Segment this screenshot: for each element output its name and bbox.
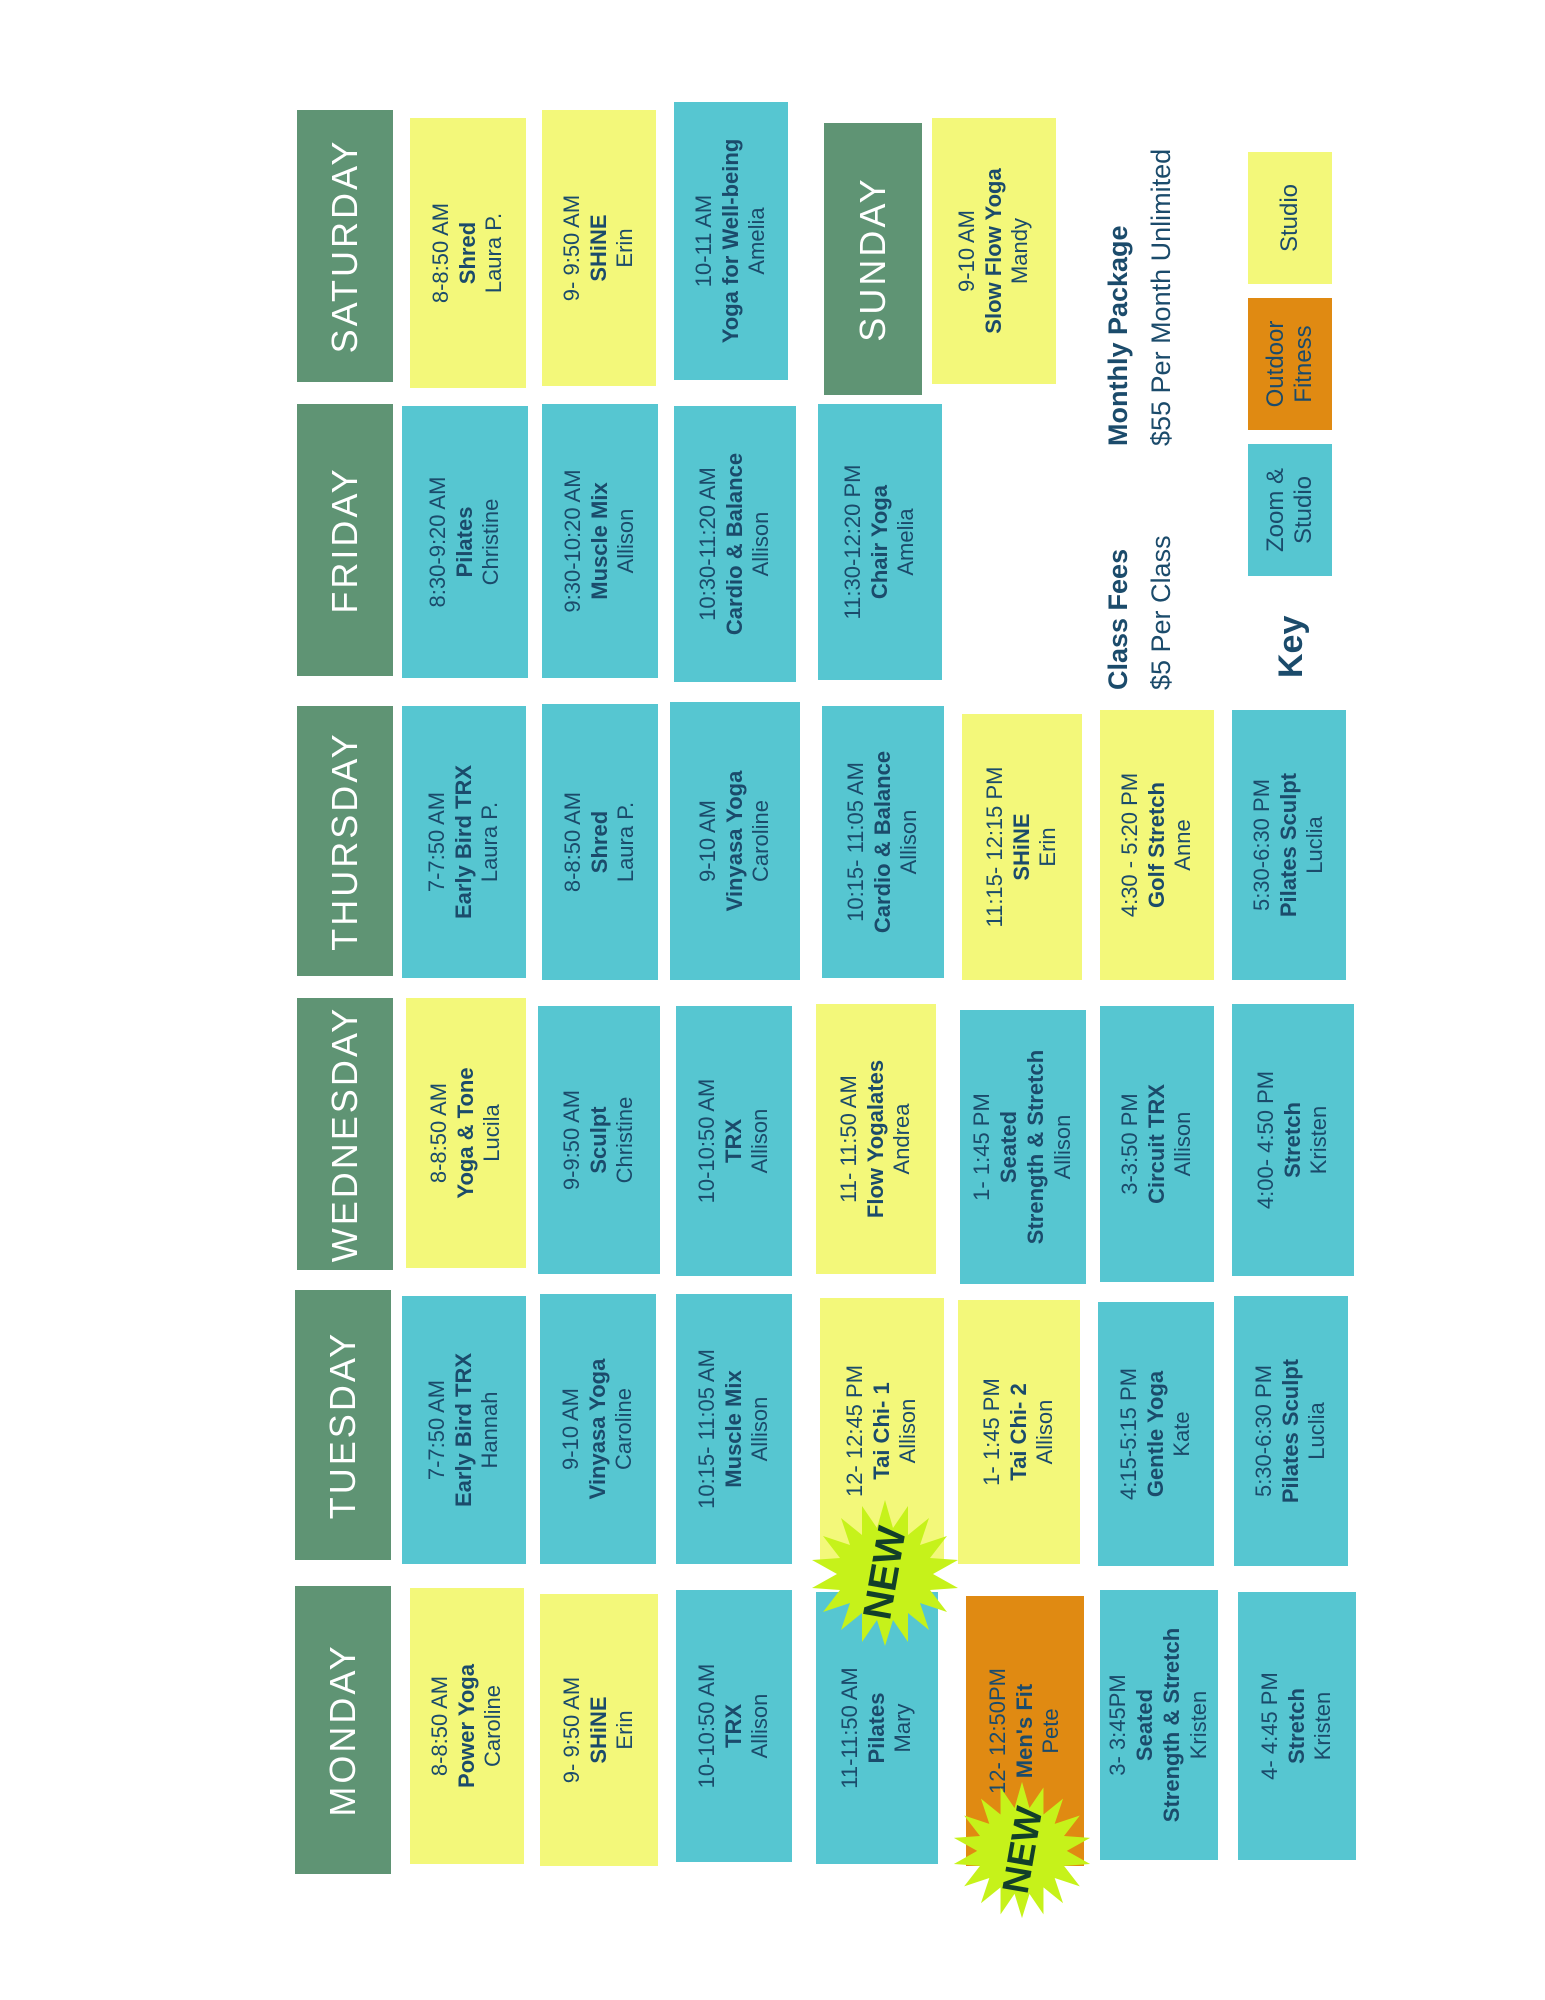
class-name: Yoga & Tone <box>452 1067 478 1199</box>
class-name: Tai Chi- 1 <box>868 1382 894 1480</box>
class-instructor: Luclia <box>1302 816 1328 874</box>
class-card-wednesday-5[interactable] <box>1100 1006 1214 1282</box>
monthly-package <box>1090 56 1190 446</box>
class-time: 10:15- 11:05 AM <box>693 1349 719 1509</box>
class-name: Gentle Yoga <box>1142 1370 1168 1498</box>
class-name: Flow Yogalates <box>862 1059 888 1219</box>
class-card-saturday-2[interactable] <box>674 102 788 380</box>
class-instructor: Laura P. <box>481 212 507 294</box>
class-card-monday-2[interactable] <box>676 1590 792 1862</box>
class-name: Vinyasa Yoga <box>584 1358 610 1500</box>
class-name: Pilates <box>451 506 477 578</box>
day-label: WEDNESDAY <box>324 1005 366 1263</box>
class-name: Golf Stretch <box>1143 782 1169 908</box>
class-instructor: Caroline <box>611 1388 637 1470</box>
class-time: 10-11 AM <box>690 194 716 288</box>
class-name: Chair Yoga <box>866 484 892 600</box>
class-instructor: Amelia <box>893 508 919 576</box>
class-card-monday-0[interactable] <box>410 1588 524 1864</box>
day-header-thursday <box>297 706 393 976</box>
class-time: 11:15- 12:15 PM <box>981 766 1007 928</box>
key-item-outdoor-fitness <box>1248 298 1332 430</box>
class-name: Circuit TRX <box>1143 1084 1169 1204</box>
new-badge-tai-chi <box>810 1498 960 1648</box>
class-instructor: Allison <box>747 1693 773 1759</box>
class-name: Early Bird TRX <box>450 1352 476 1508</box>
day-label: SUNDAY <box>852 176 894 342</box>
class-card-wednesday-4[interactable] <box>960 1010 1086 1284</box>
class-instructor: Andrea <box>889 1103 915 1175</box>
class-instructor: Kate <box>1169 1411 1195 1457</box>
day-label: TUESDAY <box>322 1330 364 1520</box>
class-instructor: Erin <box>1035 827 1061 867</box>
class-name: Pilates Sculpt <box>1277 1358 1303 1504</box>
class-time: 9-9:50 AM <box>558 1089 584 1191</box>
class-card-thursday-3[interactable] <box>822 706 944 978</box>
class-name-line2: Strength & Stretch <box>1159 1627 1184 1823</box>
class-time: 9-10 AM <box>694 800 720 882</box>
class-time: 1- 1:45 PM <box>969 1093 995 1201</box>
class-instructor: Lucila <box>479 1104 505 1162</box>
class-name: Muscle Mix <box>586 482 612 600</box>
class-instructor: Hannah <box>477 1391 503 1469</box>
key-item-zoom-studio <box>1248 444 1332 576</box>
class-time: 10:30-11:20 AM <box>694 467 720 621</box>
class-instructor: Anne <box>1170 819 1196 871</box>
class-time: 9- 9:50 AM <box>558 1676 584 1784</box>
class-name: Power Yoga <box>453 1664 479 1788</box>
class-instructor: Amelia <box>744 207 770 275</box>
class-time: 11- 11:50 AM <box>835 1075 861 1203</box>
class-time: 7-7:50 AM <box>423 791 449 893</box>
class-instructor: Allison <box>1032 1399 1058 1465</box>
class-time: 10-10:50 AM <box>693 1078 719 1204</box>
class-instructor: Allison <box>613 508 639 574</box>
class-card-monday-1[interactable] <box>540 1594 658 1866</box>
class-card-tuesday-5[interactable] <box>1098 1302 1214 1566</box>
class-time: 7-7:50 AM <box>423 1379 449 1481</box>
class-time: 12- 12:45 PM <box>841 1364 867 1498</box>
class-time: 4:15-5:15 PM <box>1115 1367 1141 1501</box>
class-time: 8:30-9:20 AM <box>424 476 450 608</box>
class-card-tuesday-6[interactable] <box>1234 1296 1348 1566</box>
class-fees-title: Class Fees <box>1103 548 1134 690</box>
class-time: 4- 4:45 PM <box>1256 1672 1282 1780</box>
class-card-sunday-0[interactable] <box>932 118 1056 384</box>
new-badge-text: NEW <box>993 1803 1051 1897</box>
class-name: Cardio & Balance <box>721 452 747 636</box>
class-card-tuesday-2[interactable] <box>676 1294 792 1564</box>
class-card-tuesday-4[interactable] <box>958 1300 1080 1564</box>
class-name: Early Bird TRX <box>450 764 476 920</box>
class-card-thursday-4[interactable] <box>962 714 1082 980</box>
key-item-line1: Studio <box>1276 183 1304 253</box>
class-card-thursday-5[interactable] <box>1100 710 1214 980</box>
day-header-tuesday <box>295 1290 391 1560</box>
class-name: TRX <box>720 1704 746 1748</box>
starburst-icon <box>952 1780 1092 1920</box>
class-card-thursday-2[interactable] <box>670 702 800 980</box>
new-badge-mens-fit <box>952 1780 1092 1920</box>
key-title-text: Key <box>1272 615 1311 678</box>
class-name: TRX <box>720 1119 746 1163</box>
class-instructor: Christine <box>612 1096 638 1184</box>
class-time: 3- 3:45PM <box>1105 1674 1131 1776</box>
class-name: Pilates <box>863 1692 889 1764</box>
key-item-line1: Zoom & <box>1262 467 1290 553</box>
class-time: 1- 1:45 PM <box>978 1378 1004 1486</box>
class-time: 9:30-10:20 AM <box>559 469 585 613</box>
class-card-friday-0[interactable] <box>402 406 528 678</box>
day-header-monday <box>295 1586 391 1874</box>
class-instructor: Allison <box>748 511 774 577</box>
key-item-studio <box>1248 152 1332 284</box>
class-time: 5:30-6:30 PM <box>1248 778 1274 912</box>
key-item-line2: Fitness <box>1290 325 1317 403</box>
starburst-icon <box>810 1498 960 1648</box>
class-card-saturday-1[interactable] <box>542 110 656 386</box>
class-name: Vinyasa Yoga <box>721 770 747 912</box>
class-instructor: Allison <box>1049 1114 1075 1180</box>
class-time: 10-10:50 AM <box>693 1663 719 1789</box>
class-fees-price: $5 Per Class <box>1146 535 1176 690</box>
class-time: 4:30 - 5:20 PM <box>1116 772 1142 918</box>
class-name: SHiNE <box>1008 813 1034 881</box>
day-header-sunday <box>824 123 922 395</box>
class-card-thursday-1[interactable] <box>542 704 658 980</box>
class-instructor: Kristen <box>1306 1105 1332 1175</box>
class-name: SHiNE <box>585 214 611 282</box>
class-time: 3-3:50 PM <box>1116 1093 1142 1195</box>
class-instructor: Mandy <box>1007 217 1033 285</box>
monthly-package-title: Monthly Package <box>1103 225 1134 446</box>
class-card-monday-6[interactable] <box>1238 1592 1356 1860</box>
class-time: 8-8:50 AM <box>559 791 585 893</box>
day-label: FRIDAY <box>324 466 366 614</box>
class-card-thursday-6[interactable] <box>1232 710 1346 980</box>
class-time: 9-10 AM <box>557 1388 583 1470</box>
class-name: SHiNE <box>585 1696 611 1764</box>
class-card-wednesday-3[interactable] <box>816 1004 936 1274</box>
class-card-saturday-0[interactable] <box>410 118 526 388</box>
class-time: 4:00- 4:50 PM <box>1252 1070 1278 1210</box>
key-title <box>1262 588 1322 678</box>
class-card-friday-2[interactable] <box>674 406 796 682</box>
class-instructor: Caroline <box>748 800 774 882</box>
class-instructor: Allison <box>747 1396 773 1462</box>
class-time: 8-8:50 AM <box>425 1082 451 1184</box>
class-card-tuesday-1[interactable] <box>540 1294 656 1564</box>
class-name: Pilates Sculpt <box>1275 772 1301 918</box>
class-name: Stretch <box>1279 1102 1305 1178</box>
class-instructor: Erin <box>612 1710 638 1750</box>
class-card-friday-3[interactable] <box>818 404 942 680</box>
class-time: 9- 9:50 AM <box>558 194 584 302</box>
class-name: Shred <box>454 221 480 285</box>
class-instructor: Erin <box>612 228 638 268</box>
day-header-wednesday <box>297 998 393 1270</box>
class-instructor: Laura P. <box>613 801 639 883</box>
class-instructor: Kristen <box>1185 1690 1211 1760</box>
class-name: Cardio & Balance <box>869 750 895 934</box>
class-time: 5:30-6:30 PM <box>1250 1364 1276 1498</box>
class-name: Stretch <box>1283 1688 1309 1764</box>
class-time: 11:30-12:20 PM <box>839 464 865 620</box>
class-instructor: Allison <box>896 809 922 875</box>
monthly-package-price: $55 Per Month Unlimited <box>1146 148 1176 446</box>
class-name-line2: Strength & Stretch <box>1023 1049 1048 1245</box>
class-fees <box>1090 490 1190 690</box>
class-instructor: Allison <box>895 1398 921 1464</box>
class-card-wednesday-6[interactable] <box>1232 1004 1354 1276</box>
class-card-wednesday-0[interactable] <box>406 998 526 1268</box>
day-label: MONDAY <box>322 1643 364 1817</box>
class-name: Yoga for Well-being <box>717 138 743 344</box>
class-time: 12- 12:50PM <box>984 1668 1010 1794</box>
class-name: Slow Flow Yoga <box>980 168 1006 334</box>
class-name: Men's Fit <box>1011 1683 1037 1779</box>
day-header-saturday <box>297 110 393 382</box>
key-item-line1: Outdoor <box>1262 320 1290 408</box>
class-time: 10:15- 11:05 AM <box>842 762 868 922</box>
class-instructor: Laura P. <box>477 801 503 883</box>
class-instructor: Allison <box>1170 1111 1196 1177</box>
day-label: SATURDAY <box>324 138 366 354</box>
class-name: Sculpt <box>585 1106 611 1174</box>
class-time: 8-8:50 AM <box>426 1675 452 1777</box>
class-time: 11-11:50 AM <box>836 1667 862 1789</box>
class-card-wednesday-1[interactable] <box>538 1006 660 1274</box>
class-time: 8-8:50 AM <box>427 202 453 304</box>
class-name: Seated <box>1132 1688 1158 1762</box>
class-card-friday-1[interactable] <box>542 404 658 678</box>
class-name: Shred <box>586 810 612 874</box>
class-card-thursday-0[interactable] <box>402 706 526 978</box>
class-card-monday-5[interactable] <box>1100 1590 1218 1860</box>
class-card-wednesday-2[interactable] <box>676 1006 792 1276</box>
class-name: Seated <box>996 1110 1022 1184</box>
day-label: THURSDAY <box>324 731 366 951</box>
class-time: 9-10 AM <box>953 210 979 292</box>
class-instructor: Luclia <box>1304 1402 1330 1460</box>
class-instructor: Caroline <box>480 1685 506 1767</box>
class-name: Tai Chi- 2 <box>1005 1383 1031 1481</box>
new-badge-text: NEW <box>855 1523 915 1623</box>
class-instructor: Kristen <box>1310 1691 1336 1761</box>
day-header-friday <box>297 404 393 676</box>
class-instructor: Allison <box>747 1108 773 1174</box>
class-instructor: Pete <box>1038 1708 1064 1754</box>
class-card-tuesday-0[interactable] <box>402 1296 526 1564</box>
class-name: Muscle Mix <box>720 1370 746 1488</box>
class-instructor: Christine <box>478 498 504 586</box>
class-instructor: Mary <box>890 1703 916 1753</box>
key-item-line2: Studio <box>1290 475 1317 545</box>
